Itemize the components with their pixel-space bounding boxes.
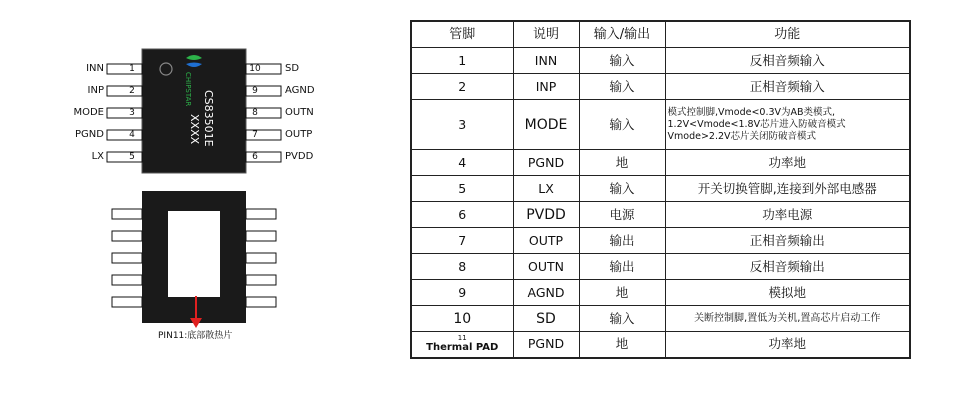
thermal-pad — [168, 211, 220, 297]
cell-function: 反相音频输出 — [665, 254, 910, 280]
cell-io: 输出 — [579, 228, 665, 254]
cell-io: 输入 — [579, 48, 665, 74]
pin-num-3: 3 — [129, 108, 135, 118]
cell-io: 地 — [579, 150, 665, 176]
cell-function: 功率地 — [665, 150, 910, 176]
table-row — [411, 332, 910, 358]
pin-num-4: 4 — [129, 130, 135, 140]
cell-pin: 10 — [411, 306, 513, 332]
pin-num-7: 7 — [252, 130, 258, 140]
cell-name: MODE — [513, 100, 579, 150]
table-row — [411, 100, 910, 150]
pin-label-sd: SD — [285, 63, 300, 74]
table-row — [411, 48, 910, 74]
cell-name: OUTP — [513, 228, 579, 254]
cell-name: PGND — [513, 332, 579, 358]
right-pins-bottom — [246, 209, 276, 307]
chip-marking: XXXX — [188, 114, 201, 145]
cell-pin — [411, 332, 513, 358]
cell-io: 输入 — [579, 100, 665, 150]
function-line: Vmode>2.2V芯片关闭防破音模式 — [667, 130, 817, 142]
header-name: 说明 — [513, 21, 579, 48]
table-row — [411, 150, 910, 176]
cell-name: INP — [513, 74, 579, 100]
pin-label-agnd: AGND — [285, 85, 315, 96]
cell-pin: 8 — [411, 254, 513, 280]
function-line: 模式控制脚,Vmode<0.3V为AB类模式, — [667, 106, 836, 118]
pin-label-inn: INN — [86, 63, 104, 74]
pin-label-inp: INP — [87, 85, 104, 96]
thermal-caption: PIN11:底部散热片 — [158, 331, 233, 341]
cell-pin: 7 — [411, 228, 513, 254]
cell-function: 模拟地 — [665, 280, 910, 306]
function-line: 1.2V<Vmode<1.8V芯片进入防破音模式 — [667, 118, 846, 130]
chip-body-top — [142, 49, 246, 173]
thermal-pad-label: Thermal PAD — [426, 342, 499, 354]
pin-num-2: 2 — [129, 86, 135, 96]
cell-name: INN — [513, 48, 579, 74]
table-row — [411, 280, 910, 306]
pin-label-pvdd: PVDD — [285, 151, 314, 162]
package-drawing — [0, 0, 400, 417]
table-row — [411, 254, 910, 280]
logo-text: CHIPSTAR — [184, 72, 192, 107]
cell-function: 关断控制脚,置低为关机,置高芯片启动工作 — [665, 306, 910, 332]
cell-io: 输出 — [579, 254, 665, 280]
pin-number: 11 — [457, 334, 467, 343]
cell-io: 地 — [579, 280, 665, 306]
cell-name: OUTN — [513, 254, 579, 280]
cell-function — [665, 100, 910, 150]
cell-pin: 1 — [411, 48, 513, 74]
pin-num-10: 10 — [249, 64, 261, 74]
cell-pin: 4 — [411, 150, 513, 176]
cell-pin: 2 — [411, 74, 513, 100]
pin-num-5: 5 — [129, 152, 135, 162]
table-header-row — [411, 21, 910, 48]
cell-pin: 6 — [411, 202, 513, 228]
pin-label-pgnd: PGND — [75, 129, 104, 140]
pin-num-8: 8 — [252, 108, 258, 118]
cell-function: 反相音频输入 — [665, 48, 910, 74]
left-pins-bottom — [112, 209, 142, 307]
pin-label-mode: MODE — [73, 107, 104, 118]
cell-name: AGND — [513, 280, 579, 306]
cell-name: LX — [513, 176, 579, 202]
cell-io: 输入 — [579, 176, 665, 202]
pin-function-table — [410, 20, 911, 359]
table-row — [411, 74, 910, 100]
pin-num-6: 6 — [252, 152, 258, 162]
cell-name: SD — [513, 306, 579, 332]
table-row — [411, 306, 910, 332]
table-row — [411, 176, 910, 202]
pin-label-outp: OUTP — [285, 129, 313, 140]
cell-io: 电源 — [579, 202, 665, 228]
header-io: 输入/输出 — [579, 21, 665, 48]
chip-part-number: CS83501E — [202, 90, 215, 147]
cell-pin: 9 — [411, 280, 513, 306]
cell-function: 功率地 — [665, 332, 910, 358]
header-pin: 管脚 — [411, 21, 513, 48]
cell-io: 输入 — [579, 74, 665, 100]
cell-function: 正相音频输出 — [665, 228, 910, 254]
pin-num-9: 9 — [252, 86, 258, 96]
header-function: 功能 — [665, 21, 910, 48]
pin-label-outn: OUTN — [285, 107, 314, 118]
cell-io: 输入 — [579, 306, 665, 332]
pin-num-1: 1 — [129, 64, 135, 74]
table-row — [411, 202, 910, 228]
cell-name: PGND — [513, 150, 579, 176]
cell-io: 地 — [579, 332, 665, 358]
cell-function: 功率电源 — [665, 202, 910, 228]
cell-pin: 3 — [411, 100, 513, 150]
pin-label-lx: LX — [91, 151, 104, 162]
cell-function: 正相音频输入 — [665, 74, 910, 100]
cell-name: PVDD — [513, 202, 579, 228]
table-row — [411, 228, 910, 254]
package-diagram — [0, 0, 400, 417]
cell-function: 开关切换管脚,连接到外部电感器 — [665, 176, 910, 202]
cell-pin: 5 — [411, 176, 513, 202]
